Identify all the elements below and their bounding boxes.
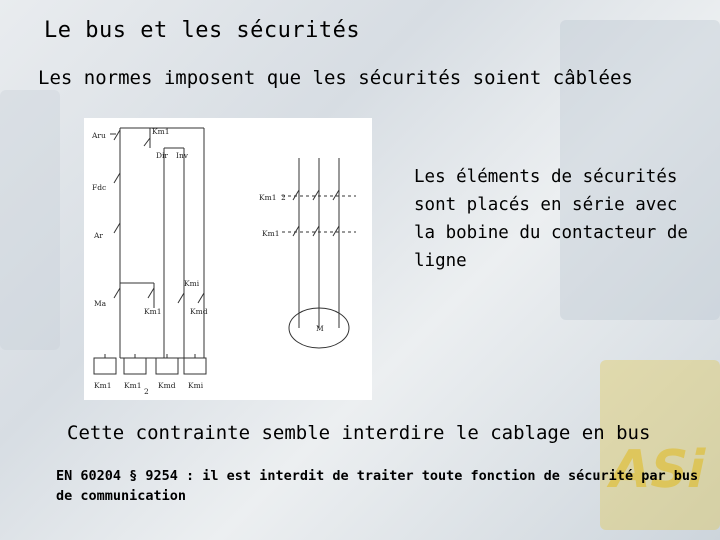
slide-title: Le bus et les sécurités <box>44 18 361 43</box>
circuit-schematic <box>84 118 372 400</box>
label-coil-2: Km1 <box>124 381 142 390</box>
label-inv: Inv <box>176 151 189 160</box>
label-km-power: Km1 <box>259 193 277 202</box>
label-km1-top: Km1 <box>152 127 170 136</box>
label-ar: Ar <box>94 231 104 240</box>
constraint-text: Cette contrainte semble interdire le cablage en bus <box>67 422 651 444</box>
label-coil-3: Kmd <box>158 381 176 390</box>
norm-reference: EN 60204 § 9254 : il est interdit de traiter toute fonction de sécurité par bus de communication <box>56 468 699 504</box>
label-coil-4: Kmi <box>188 381 204 390</box>
label-km1-power: Km1 <box>262 229 280 238</box>
slide-subtitle: Les normes imposent que les sécurités soient câblées <box>38 67 633 89</box>
label-kmd: Kmd <box>190 307 208 316</box>
label-ma: Ma <box>94 299 107 308</box>
label-motor: M <box>316 324 324 333</box>
side-explanation: Les éléments de sécurités sont placés en série avec la bobine du contacteur de ligne <box>414 167 688 271</box>
label-dir: Dir <box>156 151 168 160</box>
label-fdc: Fdc <box>92 183 107 192</box>
label-kmi: Kmi <box>184 279 200 288</box>
background-panel-left <box>0 90 60 350</box>
label-aru: Aru <box>92 131 106 140</box>
label-km-power-suffix: 2 <box>281 193 286 202</box>
label-coil-1: Km1 <box>94 381 112 390</box>
label-km1-bottom: Km1 <box>144 307 162 316</box>
asi-logo-watermark: ASi <box>603 440 712 500</box>
schematic-drawing <box>84 118 372 400</box>
label-coil-2-suffix: 2 <box>144 387 149 396</box>
